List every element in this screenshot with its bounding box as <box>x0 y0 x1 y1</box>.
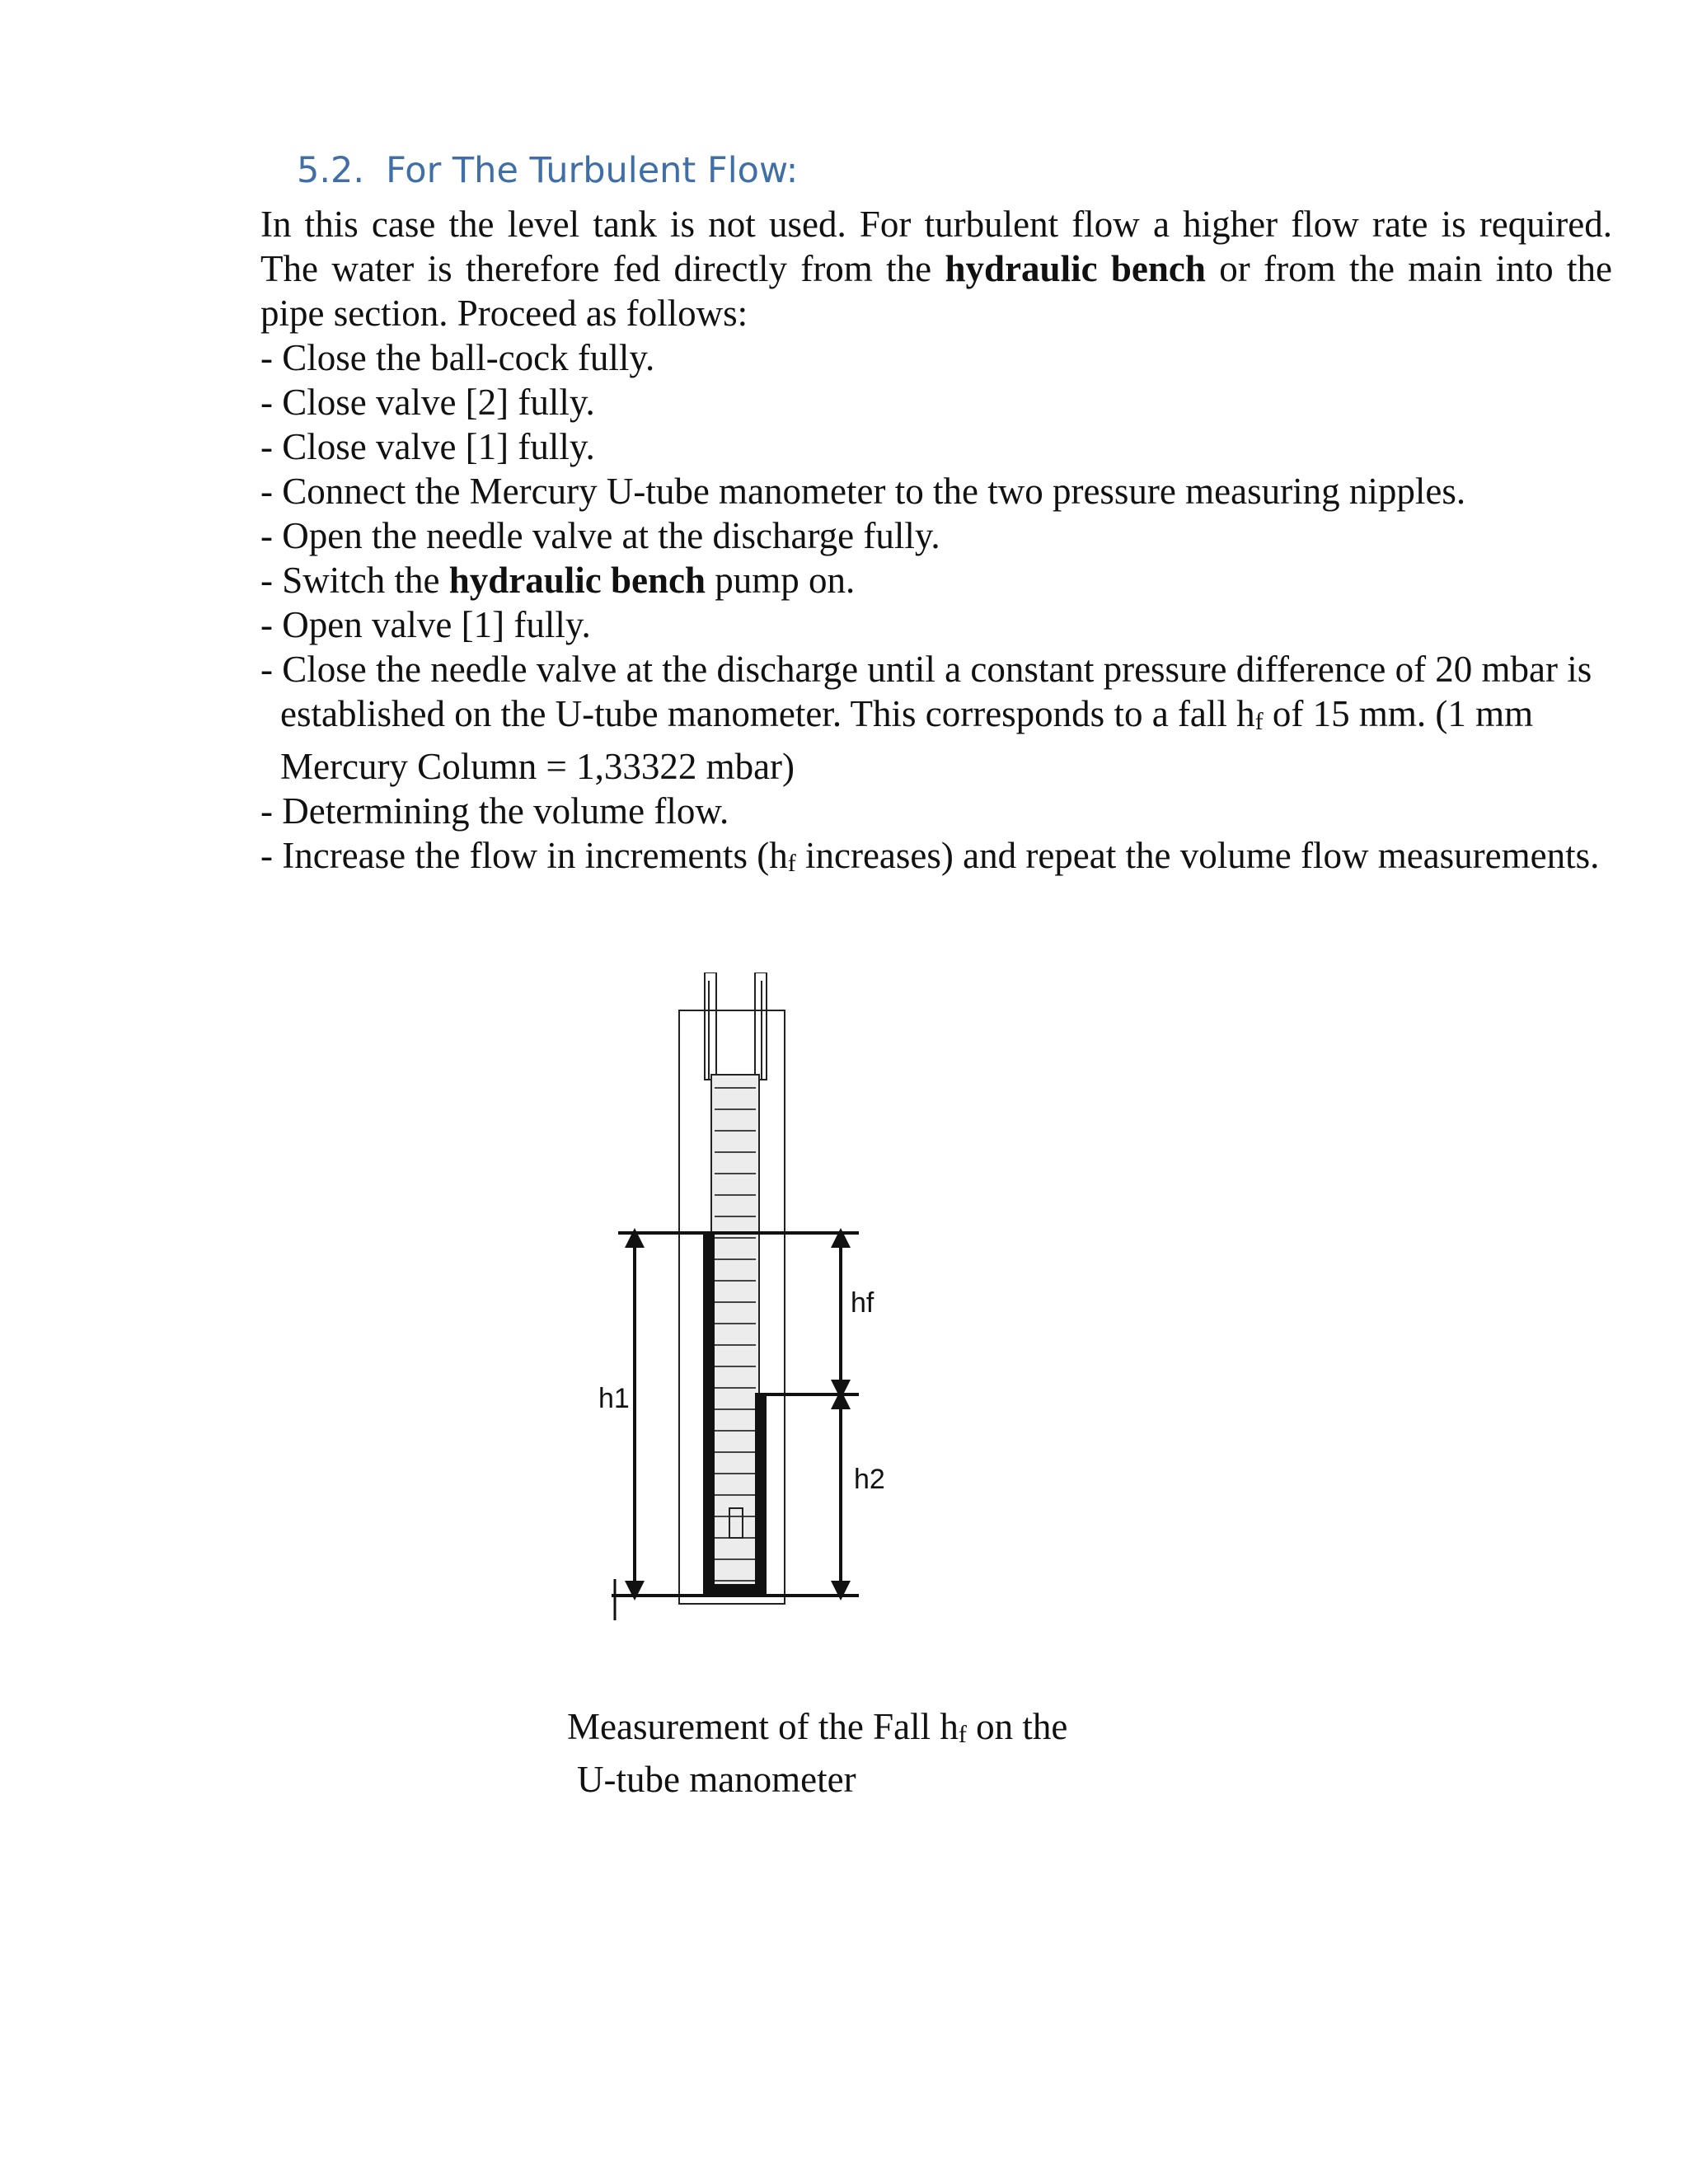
step-item: - Open the needle valve at the discharge fully. <box>260 515 940 556</box>
left-mercury-column <box>703 1233 715 1596</box>
step-item: - Increase the flow in increments ($h_f$ increases) and repeat the volume flow measurements. <box>260 835 1600 877</box>
intro-line-2: The water is therefore fed directly from the hydraulic bench or from the main into the <box>260 248 1612 289</box>
step-item: - Determining the volume flow. <box>260 790 729 832</box>
step-item: - Connect the Mercury U-tube manometer to the two pressure measuring nipples. <box>260 471 1466 512</box>
hydraulic-bench-bold: hydraulic bench <box>448 560 706 601</box>
u-tube-manometer-diagram <box>577 972 907 1648</box>
body-text <box>260 202 1612 886</box>
right-mercury-column <box>755 1393 767 1596</box>
step-item: - Close the ball-cock fully. <box>260 337 655 378</box>
label-hf: hf <box>851 1287 874 1319</box>
hydraulic-bench-bold: hydraulic bench <box>945 248 1206 289</box>
step-item: - Close the needle valve at the discharge until a constant pressure difference of 20 mbar is established on the U-tube manometer. This corresponds to a fall $h_f$ of 15 mm. (1 mm Mercury Column = 1,33322 mbar) <box>260 649 1592 787</box>
intro-line-1: In this case the level tank is not used. For turbulent flow a higher flow rate is required. <box>260 204 1612 245</box>
figure-caption: Measurement of the Fall $h_f$ on the U-tube manometer <box>567 1706 1068 1800</box>
step-item: - Switch the hydraulic bench pump on. <box>260 560 856 601</box>
label-h2: h2 <box>854 1464 885 1495</box>
mercury-bottom <box>703 1584 767 1596</box>
label-h1: h1 <box>598 1383 630 1414</box>
section-title: For The Turbulent Flow: <box>386 150 799 191</box>
section-number: 5.2. <box>297 150 365 191</box>
left-tube-top <box>705 972 716 1080</box>
section-heading <box>297 150 798 191</box>
intro-line-3: pipe section. Proceed as follows: <box>260 293 748 334</box>
procedure-steps <box>260 335 1612 886</box>
step-item: - Close valve [1] fully. <box>260 426 595 467</box>
step-item: - Close valve [2] fully. <box>260 382 595 423</box>
step-item: - Open valve [1] fully. <box>260 604 591 645</box>
